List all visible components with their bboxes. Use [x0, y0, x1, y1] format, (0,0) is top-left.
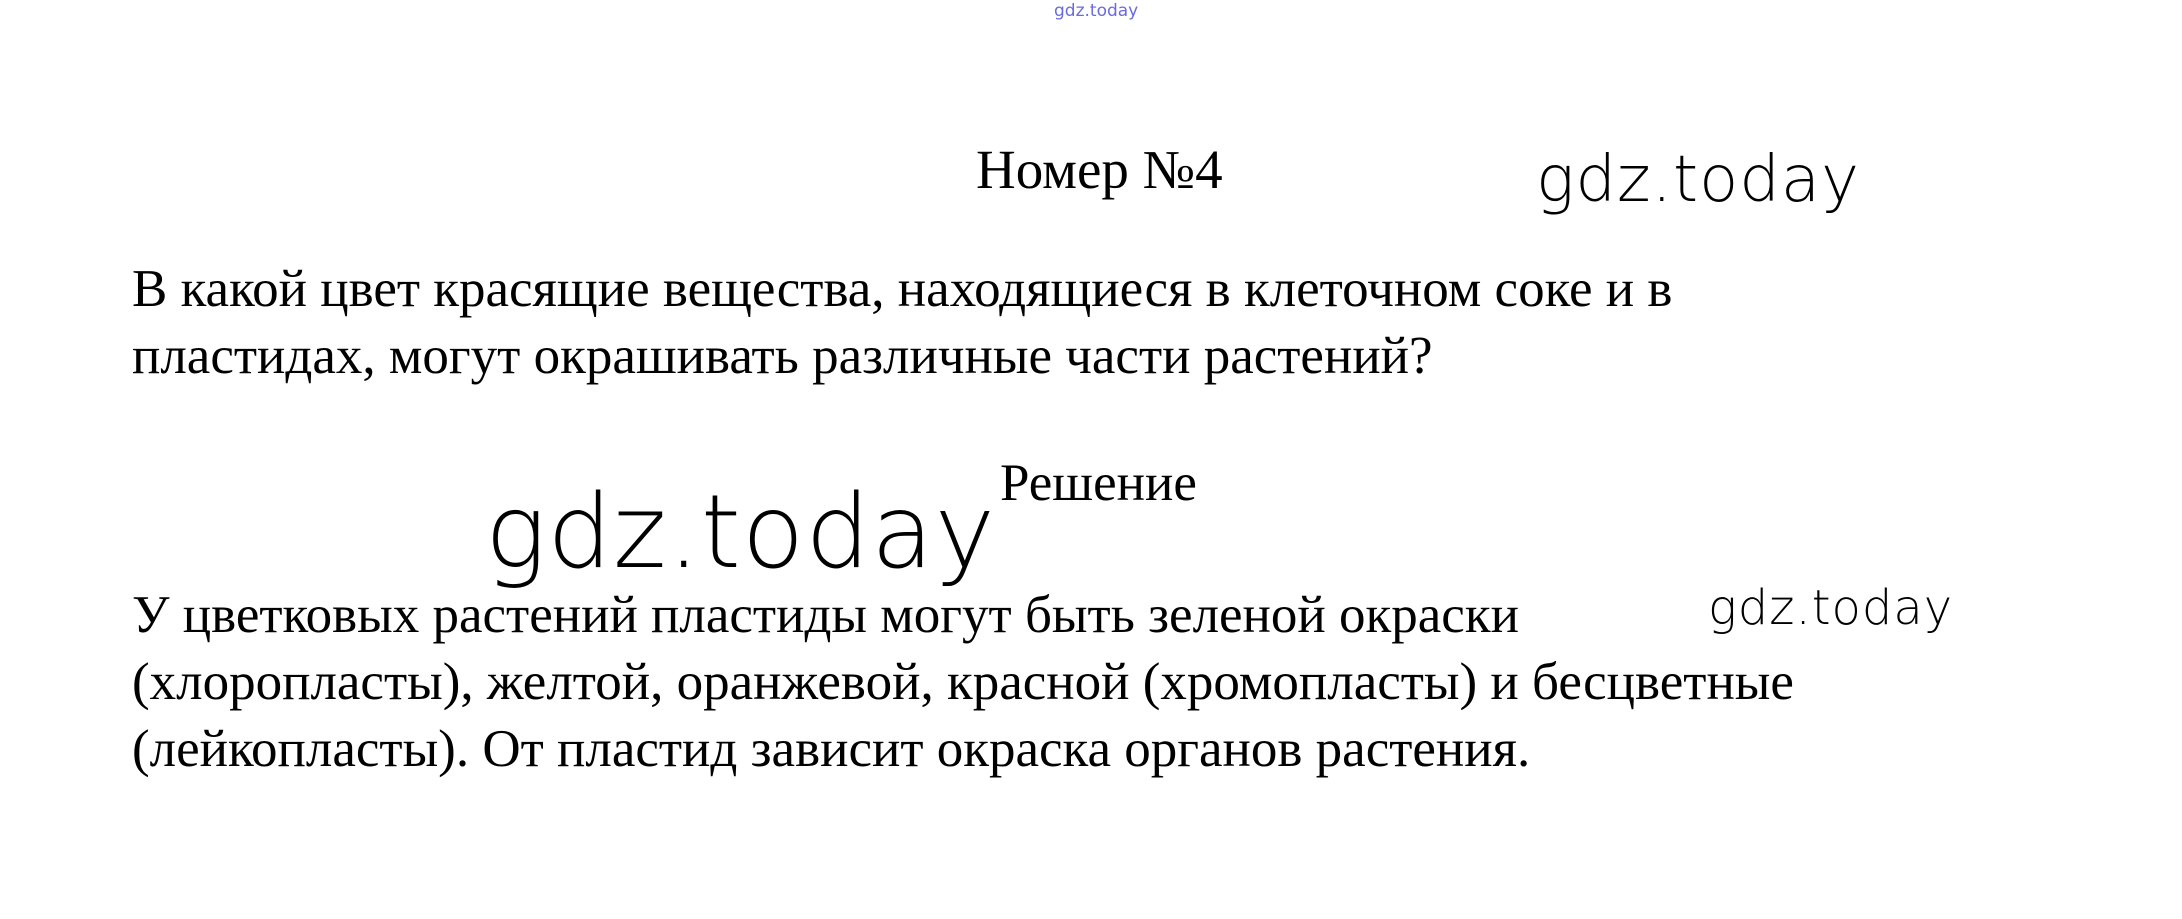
question-text	[132, 256, 2052, 390]
task-number-heading: Номер №4	[976, 139, 1223, 200]
question-line: пластидах, могут окрашивать различные части растений?	[132, 327, 1433, 385]
watermark-logo: gdz.today	[1536, 143, 1860, 217]
question-line: В какой цвет красящие вещества, находящиеся в клеточном соке и в	[132, 260, 1673, 318]
answer-line: (хлоропласты), желтой, оранжевой, красной (хромопласты) и бесцветные	[132, 653, 1794, 711]
answer-line: (лейкопласты). От пластид зависит окраска органов растения.	[132, 720, 1531, 778]
watermark-logo: gdz.today	[485, 473, 996, 592]
answer-line: У цветковых растений пластиды могут быть зеленой окраски	[132, 586, 1519, 644]
watermark-logo: gdz.today	[1708, 580, 1954, 636]
solution-heading: Решение	[1000, 454, 1197, 512]
site-link[interactable]: gdz.today	[1054, 1, 1139, 21]
